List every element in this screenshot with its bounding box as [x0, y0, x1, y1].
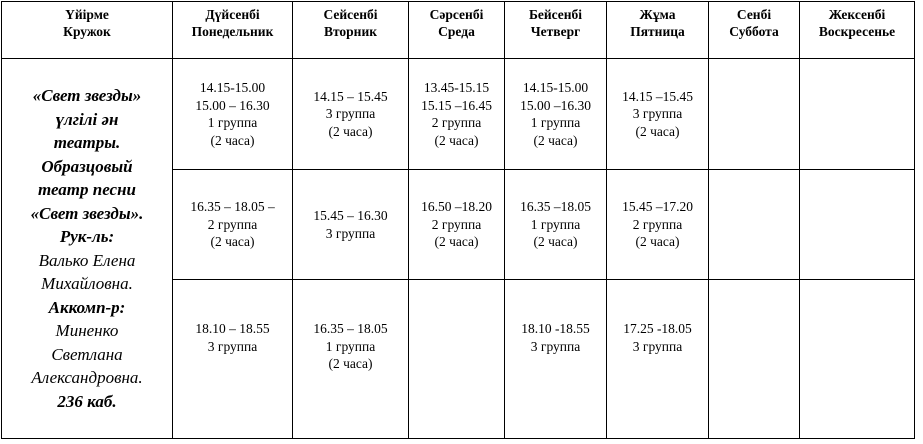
- slot-tue-3: 16.35 – 18.05 1 группа (2 часа): [293, 280, 409, 439]
- header-tuesday: Сейсенбі Вторник: [293, 2, 409, 59]
- header-row: [2, 2, 915, 59]
- schedule-row-1: [2, 59, 915, 170]
- header-monday: Дүйсенбі Понедельник: [173, 2, 293, 59]
- slot-sun-1: [800, 59, 915, 170]
- slot-fri-2: 15.45 –17.20 2 группа (2 часа): [607, 170, 709, 280]
- slot-thu-3: 18.10 -18.55 3 группа: [505, 280, 607, 439]
- slot-mon-3: 18.10 – 18.55 3 группа: [173, 280, 293, 439]
- slot-tue-2: 15.45 – 16.30 3 группа: [293, 170, 409, 280]
- slot-thu-1: 14.15-15.00 15.00 –16.30 1 группа (2 часа): [505, 59, 607, 170]
- slot-fri-3: 17.25 -18.05 3 группа: [607, 280, 709, 439]
- slot-thu-2: 16.35 –18.05 1 группа (2 часа): [505, 170, 607, 280]
- slot-fri-1: 14.15 –15.45 3 группа (2 часа): [607, 59, 709, 170]
- slot-mon-1: 14.15-15.00 15.00 – 16.30 1 группа (2 часа): [173, 59, 293, 170]
- header-thursday: Бейсенбі Четверг: [505, 2, 607, 59]
- slot-sat-3: [709, 280, 800, 439]
- slot-wed-3: [409, 280, 505, 439]
- header-friday: Жұма Пятница: [607, 2, 709, 59]
- slot-sat-2: [709, 170, 800, 280]
- header-wednesday: Сәрсенбі Среда: [409, 2, 505, 59]
- slot-tue-1: 14.15 – 15.45 3 группа (2 часа): [293, 59, 409, 170]
- header-saturday: Сенбі Суббота: [709, 2, 800, 59]
- schedule-table: [1, 1, 915, 439]
- slot-mon-2: 16.35 – 18.05 – 2 группа (2 часа): [173, 170, 293, 280]
- header-club: Үйірме Кружок: [2, 2, 173, 59]
- slot-wed-1: 13.45-15.15 15.15 –16.45 2 группа (2 часа): [409, 59, 505, 170]
- slot-sat-1: [709, 59, 800, 170]
- slot-sun-2: [800, 170, 915, 280]
- header-sunday: Жексенбі Воскресенье: [800, 2, 915, 59]
- slot-sun-3: [800, 280, 915, 439]
- slot-wed-2: 16.50 –18.20 2 группа (2 часа): [409, 170, 505, 280]
- club-description: «Свет звезды» үлгілі ән театры. Образцовый театр песни «Свет звезды». Рук-ль: Валько Елена Михайловна. Аккомп-р: Миненко Светлана Александровна. 236 каб.: [2, 59, 173, 439]
